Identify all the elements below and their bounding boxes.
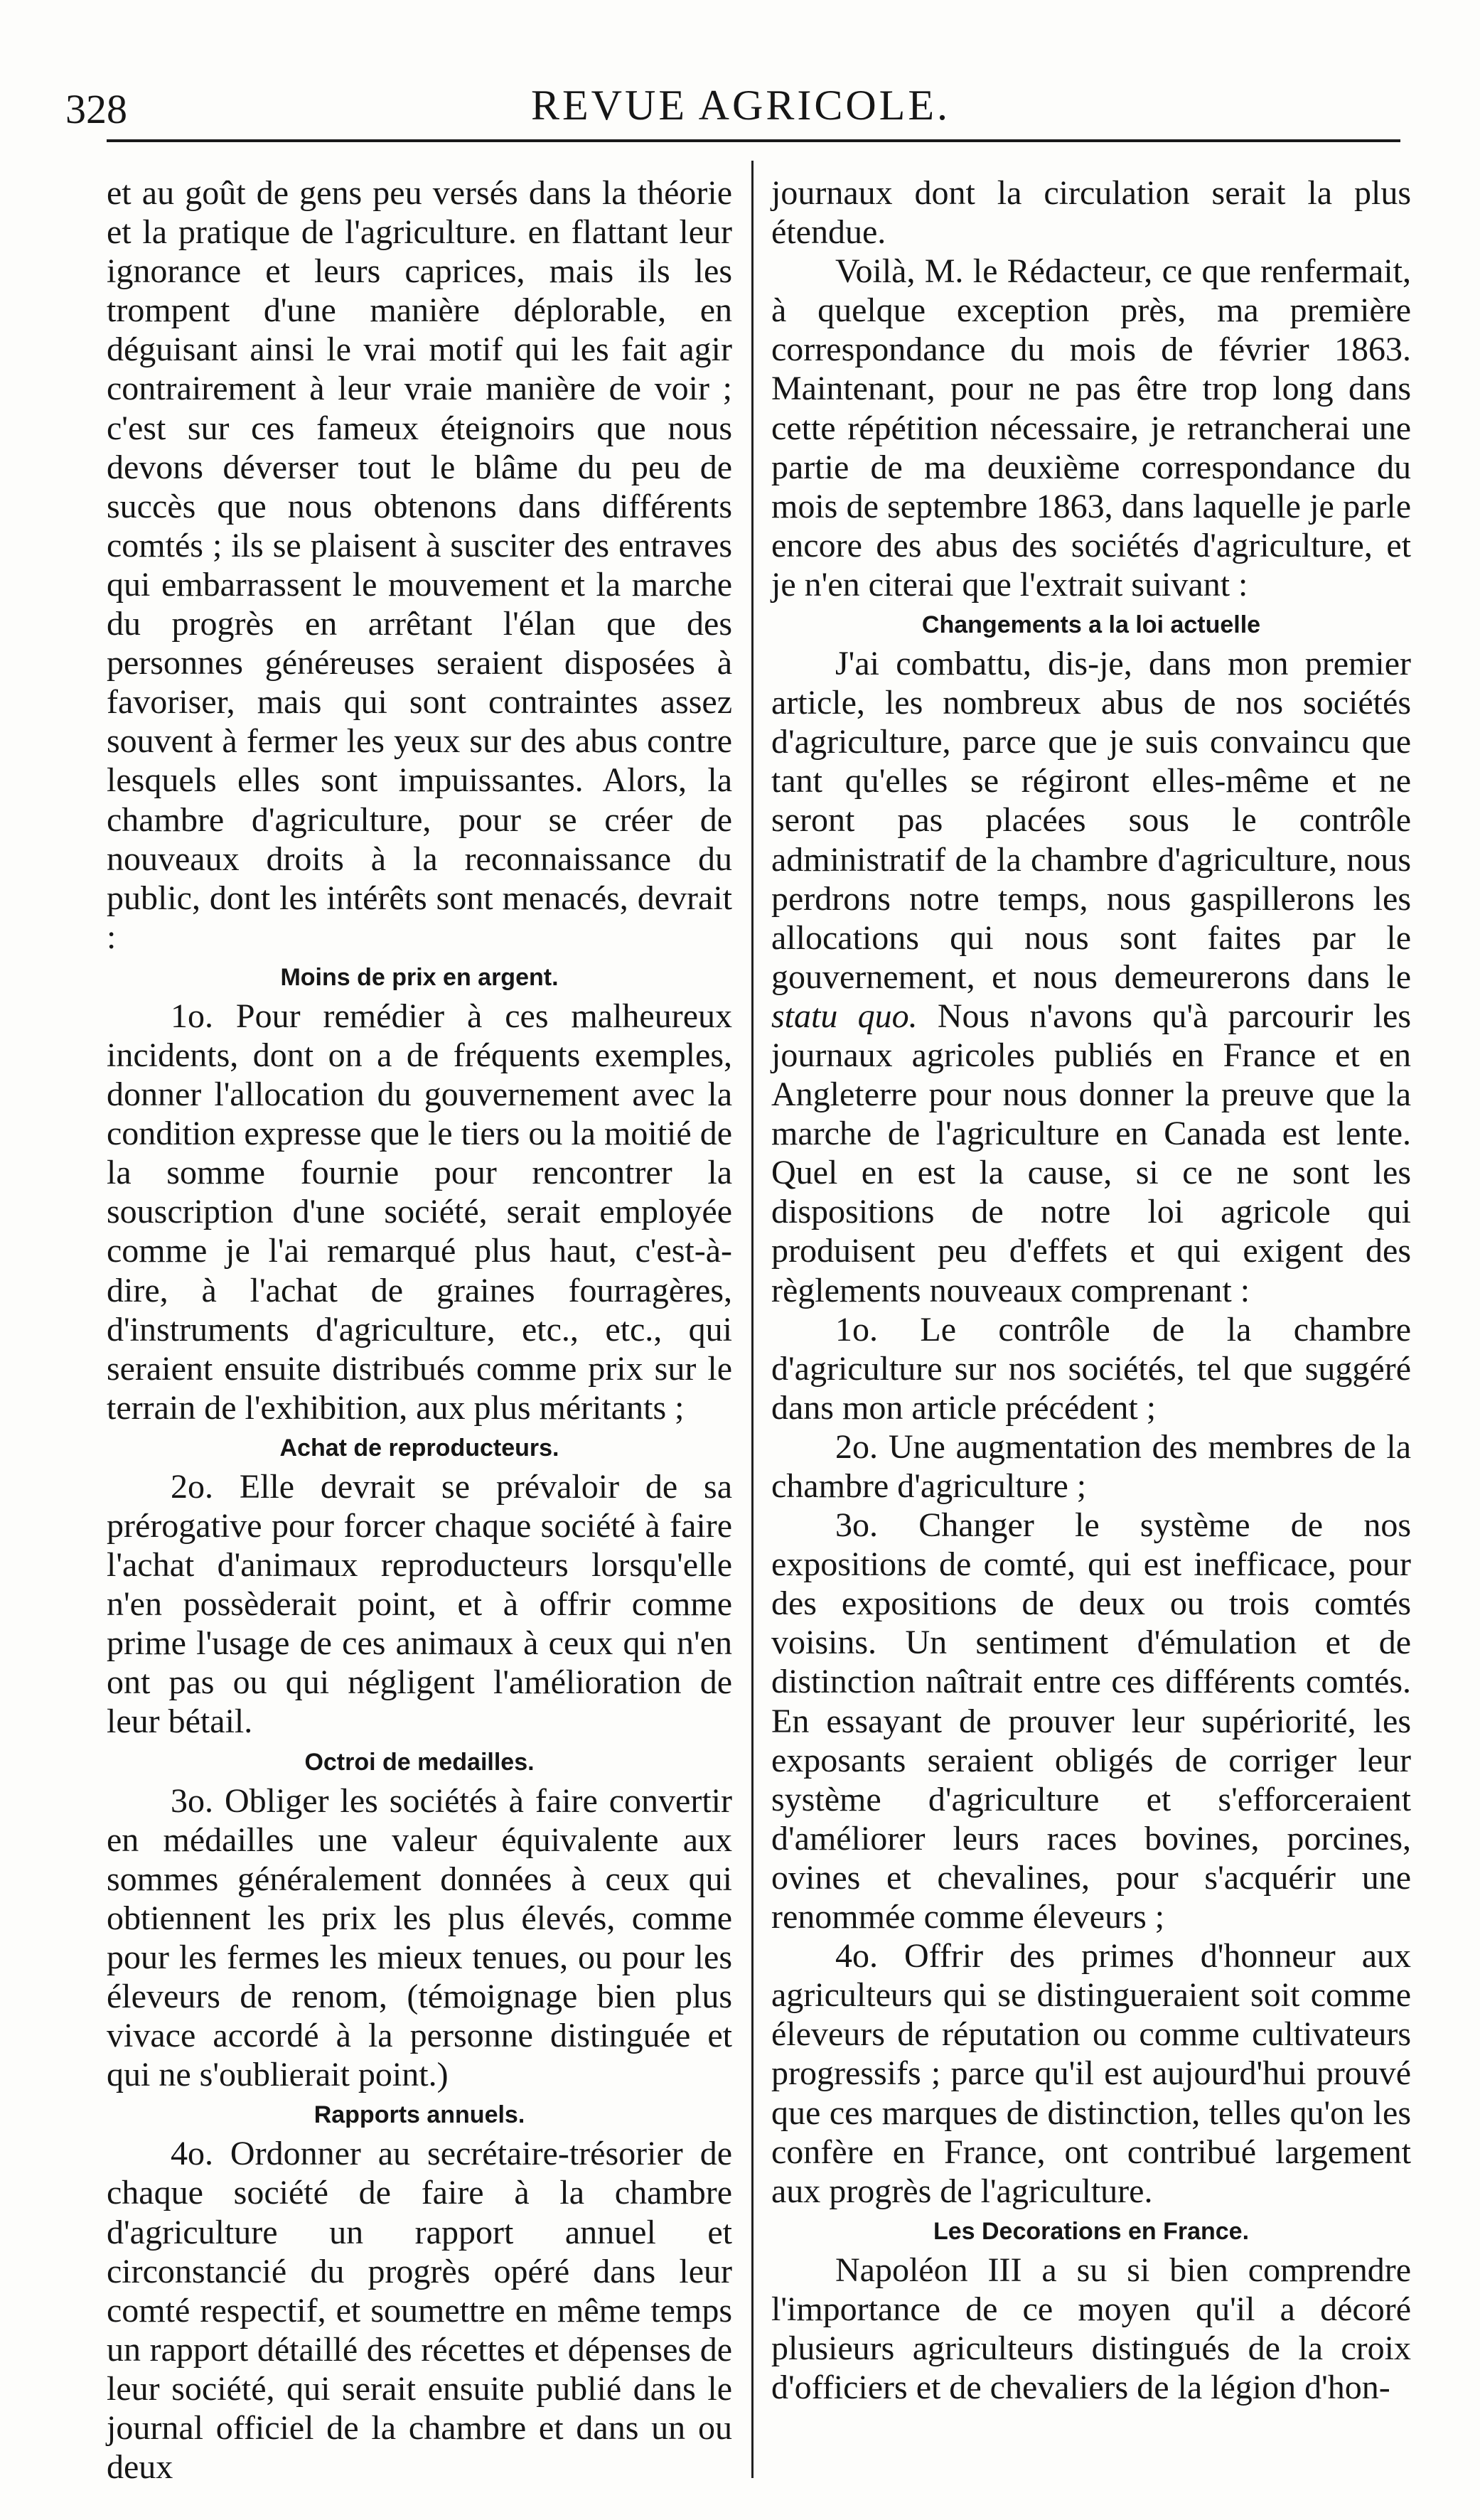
section-heading: Achat de reproducteurs. xyxy=(279,1434,559,1462)
paragraph: 4o. Offrir des primes d'honneur aux agriculteurs qui se distingueraient soit comme éleveurs de réputation ou comme cultivateurs progressifs ; parce qu'il est aujourd'hui prouvé que ces marques de distinction, telles qu'on les confère en France, ont contribué largement aux progrès de l'agriculture. xyxy=(771,1937,1411,2210)
paragraph-text: Nous n'avons qu'à parcourir les journaux agricoles publiés en France et en Angleterre pour nous donner la preuve que la marche de l'agriculture en Canada est lente. Quel en est la cause, si ce ne sont les dispositions de notre loi agricole qui produisent peu d'effets et qui exigent des règlements nouveaux comprenant : xyxy=(771,997,1411,1309)
paragraph: Napoléon III a su si bien comprendre l'importance de ce moyen qu'il a décoré plusieurs agriculteurs distingués de la croix d'officiers et de chevaliers de la légion d'hon- xyxy=(771,2251,1411,2407)
section-heading: Les Decorations en France. xyxy=(933,2217,1250,2245)
header-rule xyxy=(107,139,1400,142)
paragraph: 1o. Le contrôle de la chambre d'agriculture sur nos sociétés, tel que suggéré dans mon article précédent ; xyxy=(771,1310,1411,1427)
section-heading: Octroi de medailles. xyxy=(304,1748,535,1776)
page-header xyxy=(65,44,1416,144)
paragraph: Voilà, M. le Rédacteur, ce que renfermait, à quelque exception près, ma première correspondance du mois de février 1863. Maintenant, pour ne pas être trop long dans cette répétition nécessaire, je retrancherai une partie de ma deuxième correspondance du mois de septembre 1863, dans laquelle je parle encore des abus des sociétés d'agriculture, et je n'en citerai que l'extrait suivant : xyxy=(771,252,1411,604)
right-column xyxy=(771,173,1411,2407)
page-number: 328 xyxy=(65,86,127,132)
section-heading: Changements a la loi actuelle xyxy=(921,611,1261,639)
paragraph: journaux dont la circulation serait la plus étendue. xyxy=(771,174,1411,252)
paragraph-text: J'ai combattu, dis-je, dans mon premier article, les nombreux abus de nos sociétés d'agriculture, parce que je suis convaincu que tant qu'elles se régiront elles-même et ne seront pas placées sous le contrôle administratif de la chambre d'agriculture, nous perdrons notre temps, nous gaspillerons les allocations qui nous sont faites par le gouvernement, et nous demeurerons dans le xyxy=(771,645,1411,996)
paragraph: 2o. Une augmentation des membres de la chambre d'agriculture ; xyxy=(771,1427,1411,1505)
paragraph: et au goût de gens peu versés dans la théorie et la pratique de l'agriculture. en flattant leur ignorance et leurs caprices, mais ils les trompent d'une manière déplorable, en déguisant ainsi le vrai motif qui les fait agir contrairement à leur vraie manière de voir ; c'est sur ces fameux éteignoirs que nous devons déverser tout le blâme du peu de succès que nous obtenons dans différents comtés ; ils se plaisent à susciter des entraves qui embarrassent le mouvement et la marche du progrès en arrêtant l'élan que des personnes généreuses seraient disposées à favoriser, mais qui sont contraintes assez souvent à fermer les yeux sur des abus contre lesquels elles sont impuissantes. Alors, la chambre d'agriculture, pour se créer de nouveaux droits à la reconnaissance du public, dont les intérêts sont menacés, devrait : xyxy=(107,174,732,956)
italic-phrase: statu quo. xyxy=(771,997,918,1035)
paragraph xyxy=(771,644,1411,1310)
paragraph: 3o. Changer le système de nos expositions de comté, qui est inefficace, pour des expositions de deux ou trois comtés voisins. Un sentiment d'émulation et de distinction naîtrait entre ces différents comtés. En essayant de prouver leur supériorité, les exposants seraient obligés de corriger leur système d'agriculture et s'efforceraient d'améliorer leurs races bovines, porcines, ovines et chevalines, pour s'acquérir une renommée comme éleveurs ; xyxy=(771,1506,1411,1936)
running-title: REVUE AGRICOLE. xyxy=(531,82,950,129)
paragraph: 4o. Ordonner au secrétaire-trésorier de chaque société de faire à la chambre d'agriculture un rapport annuel et circonstancié du progrès opéré dans leur comté respectif, et soumettre en même temps un rapport détaillé des récettes et dépenses de leur société, qui serait ensuite publié dans le journal officiel de la chambre et dans un ou deux xyxy=(107,2135,732,2487)
left-column xyxy=(107,173,732,2487)
paragraph: 1o. Pour remédier à ces malheureux incidents, dont on a de fréquents exemples, donner l'allocation du gouvernement avec la condition expresse que le tiers ou la moitié de la somme fournie pour rencontrer la souscription d'une société, serait employée comme je l'ai remarqué plus haut, c'est-à-dire, à l'achat de graines fourragères, d'instruments d'agriculture, etc., etc., qui seraient ensuite distribués comme prix sur le terrain de l'exhibition, aux plus méritants ; xyxy=(107,997,732,1427)
column-divider xyxy=(751,161,754,2478)
paragraph: 2o. Elle devrait se prévaloir de sa prérogative pour forcer chaque société à faire l'achat d'animaux reproducteurs lorsqu'elle n'en possèderait point, et à offrir comme prime l'usage de ces animaux à ceux qui n'en ont pas ou qui négligent l'amélioration de leur bétail. xyxy=(107,1467,732,1741)
section-heading: Rapports annuels. xyxy=(313,2101,525,2129)
section-heading: Moins de prix en argent. xyxy=(280,963,559,991)
paragraph: 3o. Obliger les sociétés à faire convertir en médailles une valeur équivalente aux sommes généralement données à ceux qui obtiennent les prix les plus élevés, comme pour les fermes les mieux tenues, ou pour les éleveurs de renom, (témoignage bien plus vivace accordé à la personne distinguée et qui ne s'oublierait point.) xyxy=(107,1781,732,2094)
